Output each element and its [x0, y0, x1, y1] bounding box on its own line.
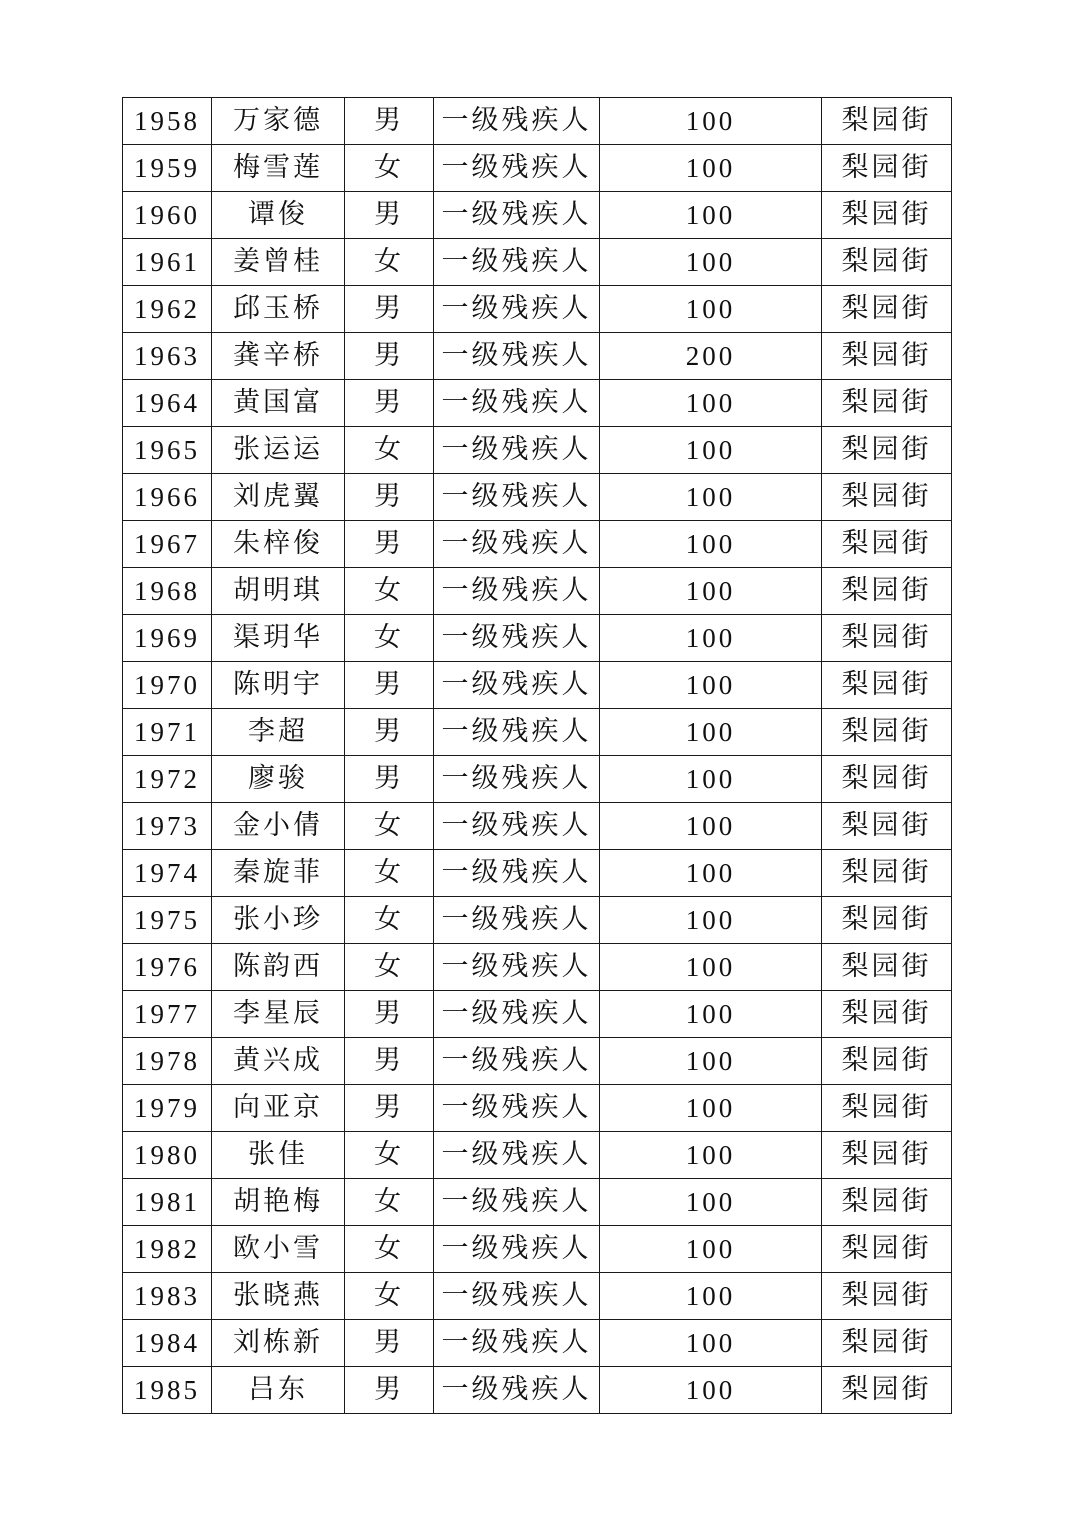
table-row	[123, 239, 952, 286]
gender-cell: 女	[345, 1179, 434, 1226]
gender-cell: 男	[345, 1367, 434, 1414]
disability-level-cell: 一级残疾人	[434, 568, 600, 615]
row-number-cell: 1973	[123, 803, 212, 850]
disability-level-cell: 一级残疾人	[434, 1179, 600, 1226]
person-name-cell: 朱梓俊	[212, 521, 345, 568]
street-cell: 梨园街	[822, 521, 952, 568]
gender-cell: 男	[345, 756, 434, 803]
person-name-cell: 秦旋菲	[212, 850, 345, 897]
amount-cell: 100	[600, 897, 822, 944]
person-name-cell: 谭俊	[212, 192, 345, 239]
table-row	[123, 427, 952, 474]
disability-level-cell: 一级残疾人	[434, 756, 600, 803]
row-number-cell: 1961	[123, 239, 212, 286]
person-name-cell: 万家德	[212, 98, 345, 145]
person-name-cell: 渠玥华	[212, 615, 345, 662]
street-cell: 梨园街	[822, 568, 952, 615]
amount-cell: 100	[600, 1273, 822, 1320]
gender-cell: 男	[345, 98, 434, 145]
person-name-cell: 姜曾桂	[212, 239, 345, 286]
amount-cell: 100	[600, 192, 822, 239]
table-row	[123, 98, 952, 145]
row-number-cell: 1981	[123, 1179, 212, 1226]
table-row	[123, 380, 952, 427]
row-number-cell: 1968	[123, 568, 212, 615]
row-number-cell: 1959	[123, 145, 212, 192]
amount-cell: 100	[600, 756, 822, 803]
gender-cell: 女	[345, 897, 434, 944]
row-number-cell: 1982	[123, 1226, 212, 1273]
person-name-cell: 欧小雪	[212, 1226, 345, 1273]
street-cell: 梨园街	[822, 239, 952, 286]
street-cell: 梨园街	[822, 1085, 952, 1132]
disability-level-cell: 一级残疾人	[434, 1320, 600, 1367]
disability-level-cell: 一级残疾人	[434, 1038, 600, 1085]
street-cell: 梨园街	[822, 991, 952, 1038]
table-row	[123, 145, 952, 192]
street-cell: 梨园街	[822, 1132, 952, 1179]
gender-cell: 男	[345, 286, 434, 333]
street-cell: 梨园街	[822, 145, 952, 192]
table-row	[123, 1367, 952, 1414]
amount-cell: 100	[600, 1038, 822, 1085]
amount-cell: 100	[600, 662, 822, 709]
amount-cell: 100	[600, 1226, 822, 1273]
street-cell: 梨园街	[822, 662, 952, 709]
street-cell: 梨园街	[822, 1226, 952, 1273]
disability-level-cell: 一级残疾人	[434, 427, 600, 474]
street-cell: 梨园街	[822, 803, 952, 850]
disability-level-cell: 一级残疾人	[434, 380, 600, 427]
amount-cell: 100	[600, 380, 822, 427]
person-name-cell: 邱玉桥	[212, 286, 345, 333]
table-row	[123, 1320, 952, 1367]
gender-cell: 男	[345, 1038, 434, 1085]
row-number-cell: 1964	[123, 380, 212, 427]
row-number-cell: 1977	[123, 991, 212, 1038]
gender-cell: 女	[345, 239, 434, 286]
person-name-cell: 黄兴成	[212, 1038, 345, 1085]
row-number-cell: 1974	[123, 850, 212, 897]
table-row	[123, 897, 952, 944]
row-number-cell: 1978	[123, 1038, 212, 1085]
person-name-cell: 刘虎翼	[212, 474, 345, 521]
amount-cell: 100	[600, 803, 822, 850]
gender-cell: 男	[345, 192, 434, 239]
amount-cell: 100	[600, 1367, 822, 1414]
row-number-cell: 1971	[123, 709, 212, 756]
gender-cell: 男	[345, 521, 434, 568]
row-number-cell: 1980	[123, 1132, 212, 1179]
amount-cell: 100	[600, 145, 822, 192]
amount-cell: 100	[600, 521, 822, 568]
row-number-cell: 1983	[123, 1273, 212, 1320]
person-name-cell: 李超	[212, 709, 345, 756]
table-row	[123, 662, 952, 709]
person-name-cell: 黄国富	[212, 380, 345, 427]
person-name-cell: 向亚京	[212, 1085, 345, 1132]
table-row	[123, 1038, 952, 1085]
gender-cell: 男	[345, 1085, 434, 1132]
table-row	[123, 1273, 952, 1320]
amount-cell: 100	[600, 286, 822, 333]
disability-level-cell: 一级残疾人	[434, 145, 600, 192]
street-cell: 梨园街	[822, 474, 952, 521]
gender-cell: 男	[345, 1320, 434, 1367]
disability-level-cell: 一级残疾人	[434, 474, 600, 521]
street-cell: 梨园街	[822, 427, 952, 474]
street-cell: 梨园街	[822, 709, 952, 756]
disability-level-cell: 一级残疾人	[434, 615, 600, 662]
row-number-cell: 1965	[123, 427, 212, 474]
row-number-cell: 1962	[123, 286, 212, 333]
person-name-cell: 刘栋新	[212, 1320, 345, 1367]
gender-cell: 男	[345, 662, 434, 709]
row-number-cell: 1975	[123, 897, 212, 944]
disability-level-cell: 一级残疾人	[434, 1085, 600, 1132]
amount-cell: 200	[600, 333, 822, 380]
roster-table	[122, 97, 952, 1414]
table-row	[123, 1132, 952, 1179]
street-cell: 梨园街	[822, 286, 952, 333]
gender-cell: 女	[345, 615, 434, 662]
disability-level-cell: 一级残疾人	[434, 239, 600, 286]
street-cell: 梨园街	[822, 615, 952, 662]
disability-level-cell: 一级残疾人	[434, 98, 600, 145]
disability-level-cell: 一级残疾人	[434, 192, 600, 239]
row-number-cell: 1970	[123, 662, 212, 709]
table-row	[123, 474, 952, 521]
row-number-cell: 1984	[123, 1320, 212, 1367]
table-row	[123, 1179, 952, 1226]
disability-level-cell: 一级残疾人	[434, 944, 600, 991]
row-number-cell: 1976	[123, 944, 212, 991]
table-row	[123, 756, 952, 803]
disability-level-cell: 一级残疾人	[434, 1367, 600, 1414]
gender-cell: 男	[345, 474, 434, 521]
gender-cell: 男	[345, 991, 434, 1038]
person-name-cell: 梅雪莲	[212, 145, 345, 192]
row-number-cell: 1972	[123, 756, 212, 803]
amount-cell: 100	[600, 568, 822, 615]
street-cell: 梨园街	[822, 1179, 952, 1226]
table-row	[123, 333, 952, 380]
street-cell: 梨园街	[822, 1038, 952, 1085]
person-name-cell: 吕东	[212, 1367, 345, 1414]
person-name-cell: 张晓燕	[212, 1273, 345, 1320]
street-cell: 梨园街	[822, 380, 952, 427]
street-cell: 梨园街	[822, 850, 952, 897]
table-row	[123, 1085, 952, 1132]
disability-level-cell: 一级残疾人	[434, 803, 600, 850]
amount-cell: 100	[600, 850, 822, 897]
person-name-cell: 陈明宇	[212, 662, 345, 709]
amount-cell: 100	[600, 474, 822, 521]
table-row	[123, 521, 952, 568]
person-name-cell: 张小珍	[212, 897, 345, 944]
table-row	[123, 568, 952, 615]
gender-cell: 女	[345, 1132, 434, 1179]
disability-level-cell: 一级残疾人	[434, 286, 600, 333]
amount-cell: 100	[600, 427, 822, 474]
amount-cell: 100	[600, 98, 822, 145]
disability-level-cell: 一级残疾人	[434, 991, 600, 1038]
person-name-cell: 龚辛桥	[212, 333, 345, 380]
row-number-cell: 1966	[123, 474, 212, 521]
disability-level-cell: 一级残疾人	[434, 662, 600, 709]
street-cell: 梨园街	[822, 944, 952, 991]
amount-cell: 100	[600, 991, 822, 1038]
amount-cell: 100	[600, 709, 822, 756]
person-name-cell: 张佳	[212, 1132, 345, 1179]
person-name-cell: 陈韵西	[212, 944, 345, 991]
disability-level-cell: 一级残疾人	[434, 709, 600, 756]
row-number-cell: 1960	[123, 192, 212, 239]
street-cell: 梨园街	[822, 756, 952, 803]
gender-cell: 男	[345, 709, 434, 756]
street-cell: 梨园街	[822, 1273, 952, 1320]
amount-cell: 100	[600, 1320, 822, 1367]
street-cell: 梨园街	[822, 333, 952, 380]
gender-cell: 男	[345, 380, 434, 427]
table-row	[123, 850, 952, 897]
table-row	[123, 1226, 952, 1273]
amount-cell: 100	[600, 239, 822, 286]
person-name-cell: 金小倩	[212, 803, 345, 850]
gender-cell: 女	[345, 145, 434, 192]
disability-level-cell: 一级残疾人	[434, 850, 600, 897]
gender-cell: 女	[345, 803, 434, 850]
table-row	[123, 803, 952, 850]
gender-cell: 女	[345, 850, 434, 897]
row-number-cell: 1958	[123, 98, 212, 145]
street-cell: 梨园街	[822, 98, 952, 145]
person-name-cell: 胡艳梅	[212, 1179, 345, 1226]
row-number-cell: 1963	[123, 333, 212, 380]
disability-level-cell: 一级残疾人	[434, 521, 600, 568]
street-cell: 梨园街	[822, 897, 952, 944]
gender-cell: 女	[345, 427, 434, 474]
amount-cell: 100	[600, 1085, 822, 1132]
amount-cell: 100	[600, 1179, 822, 1226]
row-number-cell: 1967	[123, 521, 212, 568]
disability-level-cell: 一级残疾人	[434, 1273, 600, 1320]
amount-cell: 100	[600, 1132, 822, 1179]
gender-cell: 女	[345, 1226, 434, 1273]
table-row	[123, 709, 952, 756]
table-row	[123, 944, 952, 991]
row-number-cell: 1985	[123, 1367, 212, 1414]
street-cell: 梨园街	[822, 192, 952, 239]
gender-cell: 女	[345, 1273, 434, 1320]
person-name-cell: 张运运	[212, 427, 345, 474]
street-cell: 梨园街	[822, 1367, 952, 1414]
person-name-cell: 胡明琪	[212, 568, 345, 615]
person-name-cell: 李星辰	[212, 991, 345, 1038]
row-number-cell: 1979	[123, 1085, 212, 1132]
person-name-cell: 廖骏	[212, 756, 345, 803]
disability-level-cell: 一级残疾人	[434, 1132, 600, 1179]
row-number-cell: 1969	[123, 615, 212, 662]
amount-cell: 100	[600, 944, 822, 991]
table-row	[123, 991, 952, 1038]
gender-cell: 女	[345, 568, 434, 615]
disability-level-cell: 一级残疾人	[434, 897, 600, 944]
gender-cell: 男	[345, 333, 434, 380]
gender-cell: 女	[345, 944, 434, 991]
table-row	[123, 192, 952, 239]
table-row	[123, 286, 952, 333]
amount-cell: 100	[600, 615, 822, 662]
disability-level-cell: 一级残疾人	[434, 333, 600, 380]
table-row	[123, 615, 952, 662]
roster-table-body	[123, 98, 952, 1414]
disability-level-cell: 一级残疾人	[434, 1226, 600, 1273]
street-cell: 梨园街	[822, 1320, 952, 1367]
